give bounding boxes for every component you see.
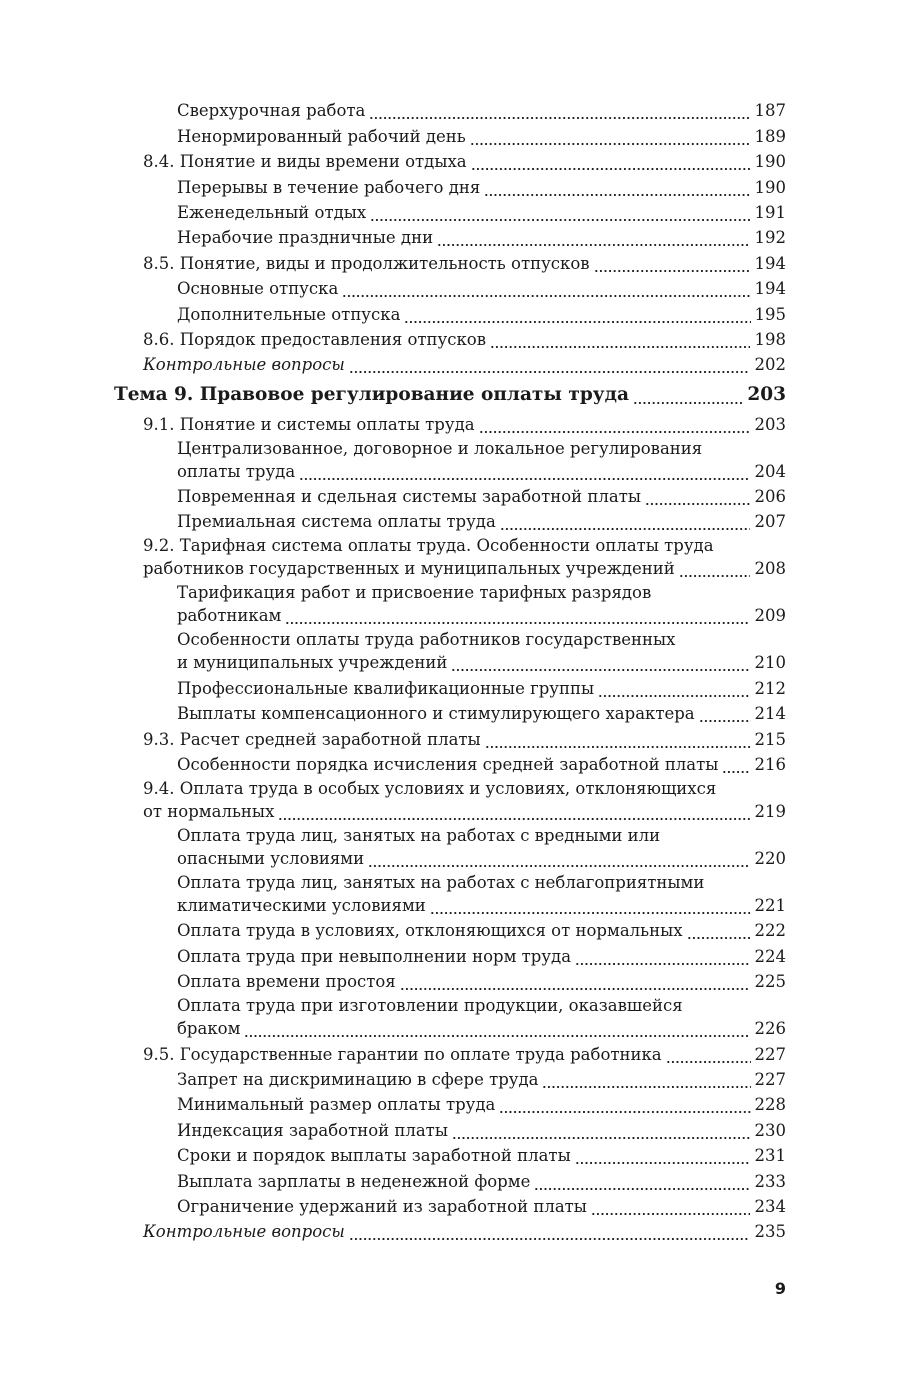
toc-entry-title-continued: оплаты труда (177, 461, 296, 481)
dot-leader (471, 153, 751, 171)
toc-entry-page: 191 (754, 202, 786, 222)
dot-leader (452, 1122, 751, 1140)
toc-entry-title: Нерабочие праздничные дни (177, 228, 434, 248)
toc-entry (0, 225, 900, 250)
toc-entry-title: Еженедельный отдых (177, 202, 367, 222)
toc-entry (0, 969, 900, 994)
dot-leader (404, 306, 750, 324)
toc-entry-title: Ограничение удержаний из заработной платы (177, 1196, 587, 1216)
toc-entry-title: 9.3. Расчет средней заработной платы (143, 729, 481, 749)
toc-entry-title-continued: климатическими условиями (177, 896, 426, 916)
dot-leader (594, 255, 751, 273)
toc-entry (0, 1117, 900, 1142)
toc-entry-page: 207 (754, 512, 786, 532)
dot-leader (598, 680, 750, 698)
dot-leader (575, 948, 750, 966)
toc-entry-page: 228 (754, 1095, 786, 1115)
toc-entry-title: Особенности оплаты труда работников государственных (177, 630, 676, 650)
dot-leader (349, 1223, 751, 1241)
toc-entry-title: 9.2. Тарифная система оплаты труда. Особенности оплаты труда (143, 536, 714, 556)
dot-leader (430, 897, 751, 915)
toc-entry (0, 200, 900, 225)
toc-entry (0, 1092, 900, 1117)
toc-entry (0, 777, 900, 824)
toc-entry-page: 194 (754, 253, 786, 273)
toc-entry (0, 824, 900, 871)
toc-entry-page: 187 (754, 101, 786, 121)
dot-leader (470, 128, 751, 146)
toc-entry-title: 8.6. Порядок предоставления отпусков (143, 329, 487, 349)
toc-entry-page: 222 (754, 921, 786, 941)
toc-entry-page: 226 (754, 1019, 786, 1039)
toc-entry-title: Особенности порядка исчисления средней заработной платы (177, 755, 719, 775)
dot-leader (591, 1198, 751, 1216)
toc-entry-title: Минимальный размер оплаты труда (177, 1095, 496, 1115)
toc-entry-page: 195 (754, 304, 786, 324)
toc-entry (0, 352, 900, 377)
toc-entry-title: Выплаты компенсационного и стимулирующего характера (177, 704, 695, 724)
toc-entry-page: 227 (754, 1044, 786, 1064)
toc-entry (0, 276, 900, 301)
toc-entry-title: 9.1. Понятие и системы оплаты труда (143, 414, 475, 434)
toc-entry-title: 9.5. Государственные гарантии по оплате труда работника (143, 1044, 662, 1064)
toc-entry (0, 437, 900, 484)
page-number: 9 (774, 1279, 786, 1298)
toc-entry-title: Тарификация работ и присвоение тарифных разрядов (177, 583, 652, 603)
toc-entry (0, 174, 900, 199)
dot-leader (500, 513, 751, 531)
toc-entry-title: Выплата зарплаты в неденежной форме (177, 1171, 531, 1191)
toc-entry-title: Дополнительные отпуска (177, 304, 401, 324)
toc-entry-title: Централизованное, договорное и локальное регулирования (177, 438, 703, 458)
toc-entry (0, 534, 900, 581)
dot-leader (699, 705, 751, 723)
dot-leader (722, 756, 750, 774)
toc-entry (0, 484, 900, 509)
toc-entry (0, 918, 900, 943)
toc-entry (0, 509, 900, 534)
dot-leader (278, 803, 750, 821)
dot-leader (349, 356, 751, 374)
toc-entry (0, 1194, 900, 1219)
dot-leader (285, 607, 750, 625)
toc-entry-title: Ненормированный рабочий день (177, 126, 466, 146)
toc-entry-title-continued: и муниципальных учреждений (177, 653, 448, 673)
toc-entry-title: Перерывы в течение рабочего дня (177, 177, 481, 197)
dot-leader (369, 102, 750, 120)
toc-entry-page: 203 (747, 384, 786, 406)
toc-entry-page: 225 (754, 972, 786, 992)
toc-entry (0, 726, 900, 751)
dot-leader (342, 280, 750, 298)
dot-leader (479, 416, 751, 434)
toc-entry (0, 1067, 900, 1092)
toc-entry-title: Тема 9. Правовое регулирование оплаты труда (114, 384, 629, 406)
toc-entry-page: 216 (754, 755, 786, 775)
toc-entry-page: 221 (754, 896, 786, 916)
toc-entry-title-continued: от нормальных (143, 802, 275, 822)
toc-entry-title: Оплата труда при невыполнении норм труда (177, 946, 572, 966)
dot-leader (485, 731, 751, 749)
toc-entry-page: 235 (754, 1222, 786, 1242)
dot-leader (499, 1096, 750, 1114)
toc-entry-page: 230 (754, 1120, 786, 1140)
toc-entry-title: Индексация заработной платы (177, 1120, 448, 1140)
toc-entry (0, 994, 900, 1041)
dot-leader (370, 204, 750, 222)
toc-entry-page: 215 (754, 729, 786, 749)
toc-entry (0, 752, 900, 777)
toc-entry-page: 189 (754, 126, 786, 146)
toc-entry-title: Сроки и порядок выплаты заработной платы (177, 1146, 571, 1166)
dot-leader (437, 229, 750, 247)
dot-leader (490, 331, 750, 349)
table-of-contents (0, 98, 900, 1244)
dot-leader (679, 560, 751, 578)
toc-entry-page: 204 (754, 461, 786, 481)
toc-entry-page: 214 (754, 704, 786, 724)
toc-entry-title: 8.4. Понятие и виды времени отдыха (143, 152, 467, 172)
toc-entry-title: Контрольные вопросы (143, 355, 345, 375)
toc-entry-page: 234 (754, 1196, 786, 1216)
toc-entry (0, 701, 900, 726)
toc-entry (0, 943, 900, 968)
toc-entry-title: Запрет на дискриминацию в сфере труда (177, 1069, 539, 1089)
toc-entry (0, 123, 900, 148)
dot-leader (534, 1173, 750, 1191)
toc-entry-page: 190 (754, 152, 786, 172)
dot-leader (451, 654, 750, 672)
dot-leader (687, 922, 751, 940)
dot-leader (400, 973, 751, 991)
toc-entry-title: 9.4. Оплата труда в особых условиях и условиях, отклоняющихся (143, 779, 717, 799)
toc-entry-title: Оплата труда при изготовлении продукции, оказавшейся (177, 996, 683, 1016)
toc-entry-page: 192 (754, 228, 786, 248)
toc-entry-page: 227 (754, 1069, 786, 1089)
dot-leader (633, 387, 743, 405)
toc-entry-title-continued: работникам (177, 606, 282, 626)
toc-entry-title-continued: браком (177, 1019, 241, 1039)
toc-entry-page: 220 (754, 849, 786, 869)
dot-leader (666, 1046, 751, 1064)
toc-entry-page: 210 (754, 653, 786, 673)
toc-entry (0, 628, 900, 675)
toc-entry-page: 203 (754, 414, 786, 434)
toc-entry-title: Оплата труда лиц, занятых на работах с вредными или (177, 826, 661, 846)
toc-entry (0, 1041, 900, 1066)
toc-entry-title: Контрольные вопросы (143, 1222, 345, 1242)
toc-entry-page: 212 (754, 678, 786, 698)
toc-entry-page: 208 (754, 559, 786, 579)
toc-entry-title: Оплата времени простоя (177, 972, 396, 992)
toc-entry-title: Повременная и сдельная системы заработной платы (177, 487, 641, 507)
toc-entry-page: 231 (754, 1146, 786, 1166)
toc-entry-title: Основные отпуска (177, 279, 339, 299)
toc-entry (0, 250, 900, 275)
toc-entry (0, 149, 900, 174)
toc-entry-title-continued: работников государственных и муниципальных учреждений (143, 559, 675, 579)
toc-entry-page: 233 (754, 1171, 786, 1191)
toc-entry-page: 209 (754, 606, 786, 626)
toc-entry-page: 219 (754, 802, 786, 822)
toc-entry (0, 301, 900, 326)
toc-entry-title: Профессиональные квалификационные группы (177, 678, 595, 698)
dot-leader (542, 1071, 750, 1089)
toc-entry-page: 224 (754, 946, 786, 966)
toc-entry (0, 581, 900, 628)
toc-entry-title-continued: опасными условиями (177, 849, 365, 869)
toc-entry-title: Оплата труда лиц, занятых на работах с неблагоприятными (177, 873, 705, 893)
toc-entry (0, 871, 900, 918)
toc-entry-page: 202 (754, 355, 786, 375)
toc-entry (0, 411, 900, 436)
toc-entry-page: 198 (754, 329, 786, 349)
dot-leader (575, 1147, 751, 1165)
dot-leader (299, 463, 750, 481)
toc-chapter-heading (0, 377, 900, 411)
toc-entry-page: 194 (754, 279, 786, 299)
toc-entry-page: 206 (754, 487, 786, 507)
dot-leader (368, 850, 750, 868)
toc-entry (0, 1143, 900, 1168)
toc-entry (0, 327, 900, 352)
toc-entry-title: 8.5. Понятие, виды и продолжительность отпусков (143, 253, 590, 273)
toc-entry-page: 190 (754, 177, 786, 197)
toc-entry (0, 98, 900, 123)
toc-entry (0, 1168, 900, 1193)
toc-entry-title: Премиальная система оплаты труда (177, 512, 496, 532)
dot-leader (244, 1020, 750, 1038)
toc-entry (0, 675, 900, 700)
toc-entry-title: Оплата труда в условиях, отклоняющихся от нормальных (177, 921, 683, 941)
dot-leader (484, 179, 750, 197)
toc-entry-title: Сверхурочная работа (177, 101, 366, 121)
dot-leader (645, 488, 751, 506)
toc-entry (0, 1219, 900, 1244)
